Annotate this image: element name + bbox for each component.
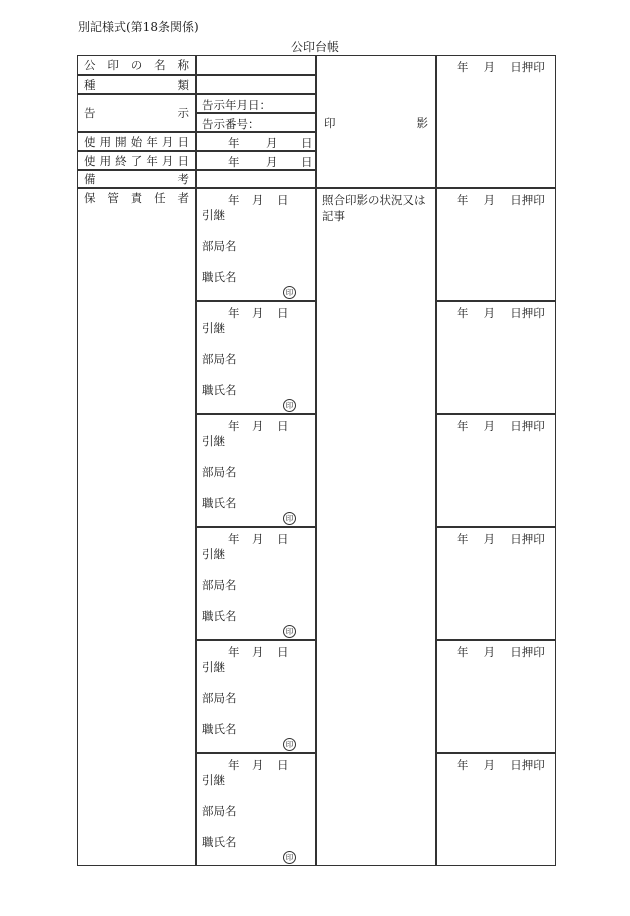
handover-block[interactable] xyxy=(196,753,316,866)
department-label: 部局名 xyxy=(202,239,237,253)
seal-date-text: 年 月 日押印 xyxy=(457,758,545,772)
handover-month: 月 xyxy=(252,419,264,433)
label-end: 使 用 終 了 年 月 日 xyxy=(84,153,189,168)
label-type: 種 類 xyxy=(84,77,189,92)
seal-date-cell[interactable] xyxy=(436,188,556,301)
handover-month: 月 xyxy=(252,758,264,772)
position-name-label: 職氏名 xyxy=(202,722,237,736)
seal-date-text: 年 月 日押印 xyxy=(457,532,545,546)
seal-date-text: 年 月 日押印 xyxy=(457,193,545,207)
handover-year: 年 xyxy=(228,419,240,433)
handover-day: 日 xyxy=(277,758,289,772)
value-type[interactable] xyxy=(196,75,316,94)
seal-date-text: 年 月 日押印 xyxy=(457,60,545,74)
handover-label: 引継 xyxy=(202,547,225,561)
handover-block[interactable] xyxy=(196,640,316,753)
seal-date-cell[interactable] xyxy=(436,640,556,753)
value-remarks[interactable] xyxy=(196,170,316,188)
handover-month: 月 xyxy=(252,645,264,659)
seal-date-text: 年 月 日押印 xyxy=(457,645,545,659)
label-type-cell xyxy=(77,75,196,94)
start-year: 年 xyxy=(228,136,240,150)
notice-date-cell[interactable] xyxy=(196,94,316,113)
label-custodian-cell xyxy=(77,188,196,866)
handover-year: 年 xyxy=(228,645,240,659)
position-name-label: 職氏名 xyxy=(202,270,237,284)
impression-label-left: 印 xyxy=(324,116,336,130)
handover-month: 月 xyxy=(252,306,264,320)
label-end-cell xyxy=(77,151,196,170)
collation-note: 照合印影の状況又は記事 xyxy=(322,193,426,223)
handover-label: 引継 xyxy=(202,434,225,448)
department-label: 部局名 xyxy=(202,578,237,592)
stamp-mark-icon: 印 xyxy=(283,399,296,412)
start-month: 月 xyxy=(266,136,278,150)
notice-number-label: 告示番号： xyxy=(202,117,260,131)
position-name-label: 職氏名 xyxy=(202,496,237,510)
end-day: 日 xyxy=(301,155,313,169)
handover-year: 年 xyxy=(228,532,240,546)
stamp-mark-icon: 印 xyxy=(283,851,296,864)
handover-day: 日 xyxy=(277,193,289,207)
handover-year: 年 xyxy=(228,193,240,207)
handover-block[interactable] xyxy=(196,414,316,527)
start-day: 日 xyxy=(301,136,313,150)
start-date-cell[interactable] xyxy=(196,132,316,151)
handover-day: 日 xyxy=(277,645,289,659)
seal-date-text: 年 月 日押印 xyxy=(457,419,545,433)
ledger-table xyxy=(77,55,556,866)
form-caption: 別記様式(第18条関係) xyxy=(78,20,199,34)
stamp-mark-icon: 印 xyxy=(283,625,296,638)
end-year: 年 xyxy=(228,155,240,169)
stamp-mark-icon: 印 xyxy=(283,286,296,299)
department-label: 部局名 xyxy=(202,465,237,479)
handover-block[interactable] xyxy=(196,188,316,301)
end-month: 月 xyxy=(266,155,278,169)
stamp-mark-icon: 印 xyxy=(283,512,296,525)
impression-label-right: 影 xyxy=(416,116,428,130)
collation-note-cell[interactable] xyxy=(316,188,436,866)
label-custodian: 保 管 責 任 者 xyxy=(84,191,189,205)
handover-day: 日 xyxy=(277,532,289,546)
handover-label: 引継 xyxy=(202,208,225,222)
handover-month: 月 xyxy=(252,532,264,546)
seal-date-cell[interactable] xyxy=(436,414,556,527)
handover-day: 日 xyxy=(277,419,289,433)
ledger-title: 公印台帳 xyxy=(290,40,339,54)
handover-year: 年 xyxy=(228,758,240,772)
label-remarks-cell xyxy=(77,170,196,188)
notice-date-label: 告示年月日： xyxy=(202,98,271,112)
handover-label: 引継 xyxy=(202,660,225,674)
notice-number-cell[interactable] xyxy=(196,113,316,132)
label-name-cell xyxy=(77,55,196,75)
handover-year: 年 xyxy=(228,306,240,320)
label-notice: 告 示 xyxy=(84,106,189,120)
label-remarks: 備 考 xyxy=(84,172,189,186)
seal-date-top[interactable] xyxy=(436,55,556,188)
label-start: 使 用 開 始 年 月 日 xyxy=(84,134,189,149)
end-date-cell[interactable] xyxy=(196,151,316,170)
department-label: 部局名 xyxy=(202,804,237,818)
label-name: 公 印 の 名 称 xyxy=(84,58,189,72)
value-name[interactable] xyxy=(196,55,316,75)
position-name-label: 職氏名 xyxy=(202,383,237,397)
seal-date-cell[interactable] xyxy=(436,753,556,866)
label-start-cell xyxy=(77,132,196,151)
position-name-label: 職氏名 xyxy=(202,835,237,849)
handover-block[interactable] xyxy=(196,301,316,414)
stamp-mark-icon: 印 xyxy=(283,738,296,751)
position-name-label: 職氏名 xyxy=(202,609,237,623)
seal-date-text: 年 月 日押印 xyxy=(457,306,545,320)
handover-label: 引継 xyxy=(202,321,225,335)
impression-cell[interactable] xyxy=(316,55,436,188)
handover-month: 月 xyxy=(252,193,264,207)
handover-label: 引継 xyxy=(202,773,225,787)
label-notice-cell xyxy=(77,94,196,132)
seal-date-cell[interactable] xyxy=(436,301,556,414)
department-label: 部局名 xyxy=(202,352,237,366)
handover-block[interactable] xyxy=(196,527,316,640)
handover-day: 日 xyxy=(277,306,289,320)
department-label: 部局名 xyxy=(202,691,237,705)
seal-date-cell[interactable] xyxy=(436,527,556,640)
